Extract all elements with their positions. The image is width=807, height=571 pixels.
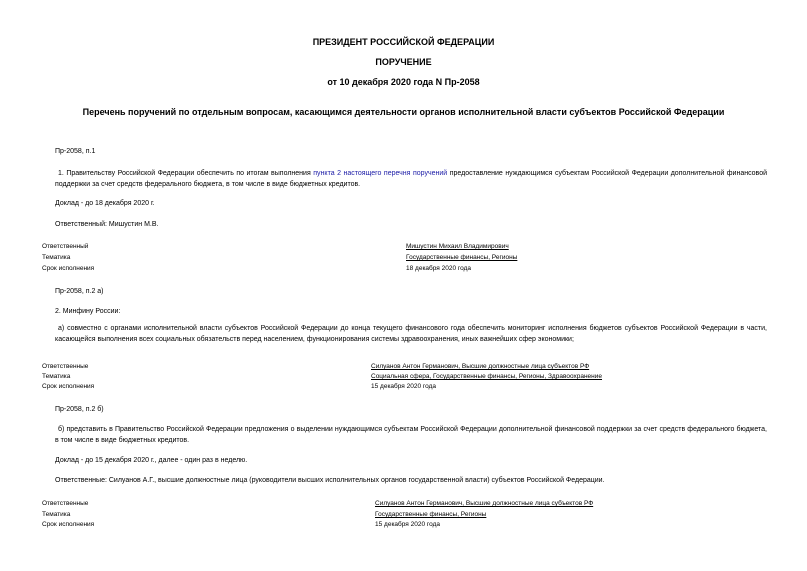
- item2-deadline-label: Срок исполнения: [42, 383, 95, 390]
- item1-text-before: 1. Правительству Российской Федерации обеспечить по итогам выполнения: [58, 170, 314, 177]
- item1-topic-label: Тематика: [42, 254, 71, 261]
- item1-responsible-label: Ответственный: [42, 243, 89, 250]
- item1-deadline-value: 18 декабря 2020 года: [406, 265, 472, 272]
- document-title: Перечень поручений по отдельным вопросам, касающимся деятельности органов исполнительной власти субъектов Российской Федерации: [82, 107, 725, 117]
- item1-topic-value[interactable]: Государственные финансы, Регионы: [406, 254, 518, 261]
- item1-text-after: предоставление нуждающимся субъектам Российской Федерации дополнительной финансовой поддержки за счет средств федерального бюджета, в том числе в виде бюджетных кредитов.: [55, 170, 767, 188]
- item3-responsible: Ответственные: Силуанов А.Г., высшие должностные лица (руководители высших исполнительных органов государственной власти) субъектов Российской Федерации.: [55, 477, 605, 484]
- item2-code: Пр-2058, п.2 а): [55, 288, 104, 295]
- item2-text: а) совместно с органами исполнительной власти субъектов Российской Федерации до конца текущего финансового года обеспечить мониторинг исполнения бюджетов субъектов Российской Федерации в части, касающейся выполнения всех социальных обязательств перед населением, функционирования системы здравоохранения, иных важнейших сфер экономики;: [55, 325, 767, 343]
- item3-responsible-label: Ответственные: [42, 500, 89, 507]
- document-type: ПОРУЧЕНИЕ: [375, 57, 432, 67]
- item3-deadline-value: 15 декабря 2020 года: [375, 521, 441, 528]
- item2-heading: 2. Минфину России:: [55, 308, 121, 315]
- item3-code: Пр-2058, п.2 б): [55, 406, 104, 413]
- item3-text: б) представить в Правительство Российской Федерации предложения о выделении нуждающимся субъектам Российской Федерации дополнительной финансовой поддержки за счет средств федерального бюджета, в том числе в виде бюджетных кредитов.: [55, 426, 767, 444]
- item3-responsible-value[interactable]: Силуанов Антон Германович, Высшие должностные лица субъектов РФ: [375, 500, 594, 507]
- item2-responsible-value[interactable]: Силуанов Антон Германович, Высшие должностные лица субъектов РФ: [371, 363, 590, 370]
- document-date-number: от 10 декабря 2020 года N Пр-2058: [327, 77, 480, 87]
- item3-topic-label: Тематика: [42, 511, 71, 518]
- item1-deadline-label: Срок исполнения: [42, 265, 95, 272]
- issuer-heading: ПРЕЗИДЕНТ РОССИЙСКОЙ ФЕДЕРАЦИИ: [312, 37, 495, 47]
- item1-text: [55, 168, 767, 190]
- item2-topic-label: Тематика: [42, 373, 71, 380]
- item2-deadline-value: 15 декабря 2020 года: [371, 383, 437, 390]
- item1-responsible: Ответственный: Мишустин М.В.: [55, 221, 159, 228]
- item1-link[interactable]: пункта 2 настоящего перечня поручений: [313, 170, 448, 177]
- item3-report: Доклад - до 15 декабря 2020 г., далее - один раз в неделю.: [55, 457, 248, 464]
- item3-topic-value[interactable]: Государственные финансы, Регионы: [375, 511, 487, 518]
- item1-code: Пр-2058, п.1: [55, 148, 96, 155]
- item1-report: Доклад - до 18 декабря 2020 г.: [55, 200, 155, 207]
- item1-responsible-value[interactable]: Мишустин Михаил Владимирович: [406, 243, 509, 250]
- item2-responsible-label: Ответственные: [42, 363, 89, 370]
- item2-topic-value[interactable]: Социальная сфера, Государственные финансы, Регионы, Здравоохранение: [371, 373, 603, 380]
- item3-deadline-label: Срок исполнения: [42, 521, 95, 528]
